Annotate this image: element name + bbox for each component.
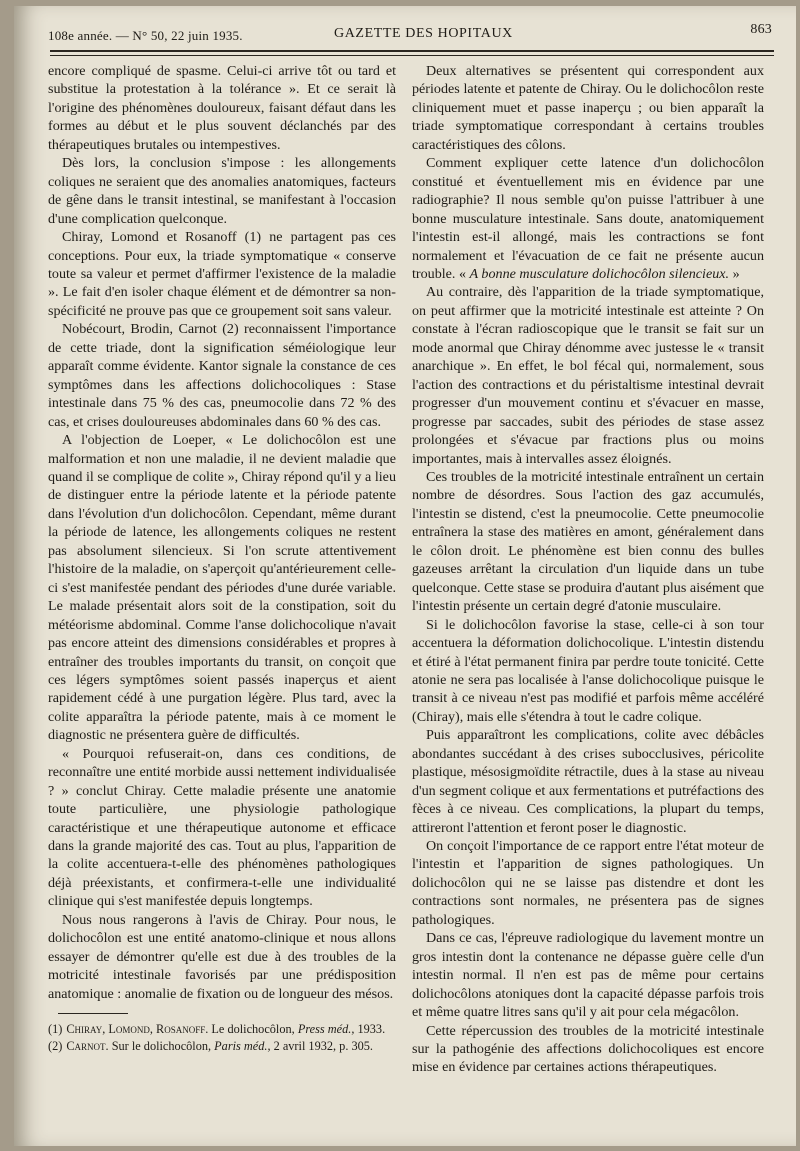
paragraph: « Pourquoi refuserait-on, dans ces conditions, de reconnaître une entité morbide aussi nettement individualisée ? » conclut Chiray. Cette maladie présente une anatomie toute particulière, une physiologie pathologique caractéristique et une thérapeutique autonome et efficace dans la grande majorité des cas. Tout au plus, l'apparition de la colite accentuera-t-elle des phénomènes pathologiques déjà préexistants, et confirmera-t-elle une individualité clinique qui s'est manifestée depuis longtemps. xyxy=(48,745,396,910)
footnote: (2) Carnot. Sur le dolichocôlon, Paris méd., 2 avril 1932, p. 305. xyxy=(48,1039,373,1054)
paragraph: Deux alternatives se présentent qui correspondent aux périodes latente et patente de Chiray. Ou le dolichocôlon reste cliniquement muet et passe inaperçu ; ou bien apparaît la triade symptomatique correspondant à certains troubles caractéristiques des côlons. xyxy=(412,63,764,153)
page-number: 863 xyxy=(750,22,772,37)
right-column xyxy=(412,62,764,1077)
italic-quote: A bonne musculature dolichocôlon silencieux. xyxy=(469,265,730,282)
paragraph: Ces troubles de la motricité intestinale entraînent un certain nombre de désordres. Sous l'action des gaz accumulés, l'intestin se distend, c'est la pneumocolie. Cette pneumocolie entraînera la stase des matières en amont, généralement dans le côlon droit. Le phénomène est bien connu des bulles gazeuses arrêtant la circulation d'un liquide dans un tube quelconque. Cette stase se produira d'autant plus aisément que l'intestin présente un certain degré d'atonie musculaire. xyxy=(412,468,764,615)
header-rule xyxy=(50,50,774,52)
paragraph: Au contraire, dès l'apparition de la triade symptomatique, on peut affirmer que la motricité intestinale est atteinte ? On constate à l'écran radioscopique que le transit se fait sur un mode anormal que Chiray dénomme avec justesse le « transit anarchique ». En effet, le bol fécal qui, normalement, sous l'action des contractions et du péristaltisme intestinal devrait progresser d'un mouvement continu et s'évacuer en masse, progresse par saccades, subit des périodes de stase assez prolongées et s'évacue par fractions plus ou moins importantes, mais à intervalles assez éloignés. xyxy=(412,284,764,467)
paragraph: Dans ce cas, l'épreuve radiologique du lavement montre un gros intestin dont la contenance ne dépasse guère celle d'un intestin normal. Il n'en est pas de même pour certains dolichocôlons atoniques dont la capacité dépasse parfois trois et même quatre litres sans qu'il y ait pour cela mégacôlon. xyxy=(412,930,764,1021)
paragraph: Si le dolichocôlon favorise la stase, celle-ci à son tour accentuera la déformation dolichocolique. L'intestin distendu et étiré à l'état permanent finira par perdre toute tonicité. Cette atonie ne sera pas localisée à l'anse dolichocolique puisque le transit à ce niveau n'est pas modifié et parfois même accéléré (Chiray), mais elle s'étendra à tout le cadre colique. xyxy=(412,616,764,725)
paragraph: Puis apparaîtront les complications, colite avec débâcles abondantes succédant à des crises subocclusives, péricolite plastique, mésosigmoïdite rétractile, dues à la stase au niveau d'un segment colique et aux fermentations et putréfactions des fèces à ce niveau. Ces complications, la plupart du temps, attireront l'attention et feront poser le diagnostic. xyxy=(412,727,764,836)
left-column xyxy=(48,62,396,1056)
paragraph: On conçoit l'importance de ce rapport entre l'état moteur de l'intestin et l'apparition de signes pathologiques. Un dolichocôlon qui ne se laisse pas distendre et dont les contractions sont normales, ne présentera pas de signes pathologiques. xyxy=(412,838,764,928)
footnote-separator xyxy=(58,1013,128,1014)
page-header xyxy=(44,18,778,44)
journal-title: GAZETTE DES HOPITAUX xyxy=(334,26,513,41)
paragraph: Nous nous rangerons à l'avis de Chiray. Pour nous, le dolichocôlon est une entité anatomo-clinique et nous allons essayer de démontrer qu'elle est due à des troubles de la motricité intestinale favorisés par une prédisposition anatomique : anomalie de fixation ou de longueur des mésos. xyxy=(48,911,396,1002)
paragraph: Comment expliquer cette latence d'un dolichocôlon constitué et éventuellement mis en évidence par une radiographie? Il nous semble qu'on puisse l'attribuer à une bonne musculature intestinale. Sans doute, anatomiquement l'intestin est-il allongé, mais les contractions se font normalement et l'évacuation de ce fait ne présente aucun trouble. « A bonne musculature dolichocôlon silencieux. » xyxy=(412,155,764,282)
footnotes xyxy=(48,1022,396,1054)
footnote: (1) Chiray, Lomond, Rosanoff. Le dolichocôlon, Press méd., 1933. xyxy=(48,1022,386,1037)
paragraph: encore compliqué de spasme. Celui-ci arrive tôt ou tard et substitue la protestation à la tolérance ». Et ce serait là l'origine des phénomènes douloureux, faisant défaut dans les formes au début et le plus souvent déclanchés par des thérapeutiques brutales ou intempestives. xyxy=(48,63,396,153)
paragraph: A l'objection de Loeper, « Le dolichocôlon est une malformation et non une maladie, il ne devient maladie que quand il se complique de colite », Chiray répond qu'il y a lieu de distinguer entre la période latente et la période patente dans l'évolution d'un dolichocôlon. Cependant, même durant la période de latence, les allongements coliques ne restent pas absolument silencieux. Si l'on scrute attentivement l'histoire de la maladie, on s'aperçoit qu'antérieurement celle-ci s'est manifestée pendant des périodes d'une durée variable. Le malade présentait alors soit de la constipation, soit du météorisme abdominal. Comme l'anse dolichocolique n'avait pas encore atteint des dimensions considérables et propres à entraîner des troubles importants du transit, on conçoit que ces légers symptômes soient passés inaperçus et aient rapidement cédé à une purgation légère. Plus tard, avec la colite apparaîtra la période patente, mais à ce moment le diagnostic ne présentera guère de difficultés. xyxy=(48,432,396,744)
paragraph: Nobécourt, Brodin, Carnot (2) reconnaissent l'importance de cette triade, dont la signification séméiologique leur apparaît comme évidente. Kantor signale la constance de ces symptômes dans les affections dolichocoliques : Stase intestinale dans 75 % des cas, pneumocolie dans 72 % des cas, et crises douloureuses abdominales dans 60 % des cas. xyxy=(48,321,396,430)
issue-info: 108e année. — N° 50, 22 juin 1935. xyxy=(48,28,243,43)
journal-page xyxy=(14,6,796,1146)
paragraph: Cette répercussion des troubles de la motricité intestinale sur la pathogénie des affections dolichocoliques est encore mise en évidence par certaines actions thérapeutiques. xyxy=(412,1022,764,1076)
header-rule-thin xyxy=(50,55,774,56)
paragraph: Dès lors, la conclusion s'impose : les allongements coliques ne seraient que des anomalies anatomiques, facteurs de gêne dans le transit intestinal, se manifestant à l'occasion d'une complication quelconque. xyxy=(48,155,396,227)
paragraph: Chiray, Lomond et Rosanoff (1) ne partagent pas ces conceptions. Pour eux, la triade symptomatique « conserve toute sa valeur et permet d'affirmer l'existence de la maladie ». Le fait d'en isoler chaque élément et de démontrer sa non-spécificité ne prouve pas que ce groupement soit sans valeur. xyxy=(48,229,396,319)
